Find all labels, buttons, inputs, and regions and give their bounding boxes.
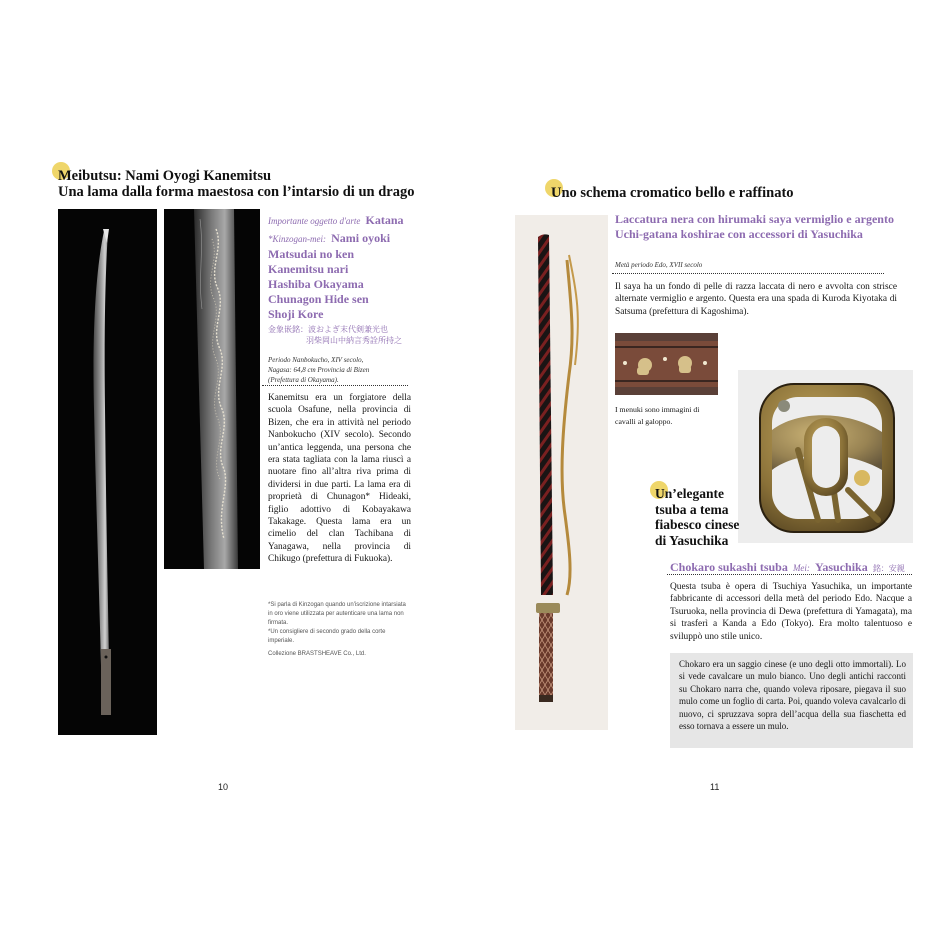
tsuba-body-text: Questa tsuba è opera di Tsuchiya Yasuchika, un importante fabbricante di accessori della metà del periodo Edo. Nacque a Tsuruoka, nella provincia di Dewa (prefettura di Yamagata), ma si trasferì a Kanda a Edo (Tokyo). Era molto talentuoso e sviluppò uno stile unico.: [670, 582, 912, 642]
tsuba-caption-name: Yasuchika: [815, 560, 868, 574]
caption-name-rest: Matsudai no ken Kanemitsu nari Hashiba Okayama Chunagon Hide sen Shoji Kore: [268, 247, 369, 321]
caption-kinzogan: *Kinzogan-mei:: [268, 234, 326, 244]
credit-text: Collezione BRASTSHEAVE Co., Ltd.: [268, 651, 366, 657]
meta-period: Periodo Nanbokucho, XIV secolo,: [268, 356, 364, 364]
caption-prefix: Importante oggetto d'arte: [268, 216, 361, 226]
katana-caption: [268, 211, 418, 385]
koshirae-caption-meta: Metà periodo Edo, XVII secolo: [615, 261, 703, 269]
footnote-kinzogan: *Si parla di Kinzogan quando un'iscrizione intarsiata in oro viene utilizzata per autenticare una lama non firmata.: [268, 602, 406, 626]
koshirae-caption-title: Laccatura nera con hirumaki saya vermiglio e argento Uchi-gatana koshirae con accessori di Yasuchika: [615, 212, 894, 241]
page-number-right: 11: [710, 782, 720, 792]
blade-closeup-photo: [164, 209, 260, 569]
katana-full-photo: [58, 209, 157, 735]
koshirae-photo: [515, 215, 608, 730]
left-title-line2: Una lama dalla forma maestosa con l’intarsio di un drago: [58, 184, 415, 200]
right-title: Uno schema cromatico bello e raffinato: [551, 185, 794, 201]
tsuba-heading: Un’elegante tsuba a tema fiabesco cinese di Yasuchika: [655, 486, 740, 548]
caption-japanese-1: 金象嵌銘：波およぎ末代剣兼光也: [268, 325, 388, 334]
tsuba-image: [738, 370, 913, 543]
tsuba-caption-main: Chokaro sukashi tsuba: [670, 560, 788, 574]
meta-nagasa: Nagasa: 64,8 cm Provincia di Bizen: [268, 366, 370, 374]
menuki-image: [615, 333, 718, 395]
meta-prefecture: (Prefettura di Okayama).: [268, 376, 339, 384]
caption-katana: Katana: [365, 213, 404, 227]
chokaro-info-box: [670, 653, 913, 748]
tsuba-caption: [670, 556, 915, 575]
caption-name-first: Nami oyoki: [331, 231, 391, 245]
chokaro-box-text: Chokaro era un saggio cinese (e uno degli otto immortali). Lo si vede cavalcare un mulo bianco. Uno degli antichi racconti su Chokaro narra che, quando voleva riposare, piegava il suo mulo come un foglio di carta. Poi, quando voleva cavalcarlo di nuovo, ci spruzzava sopra dell’acqua della sua fiaschetta ed esso tornava a essere un mulo.: [679, 659, 906, 732]
divider-right-top: [612, 273, 884, 274]
left-footnotes: [268, 601, 408, 659]
left-body-text: Kanemitsu era un forgiatore della scuola Osafune, nella provincia di Bizen, che era in attività nel periodo Nanbokucho (XIV secolo). Secondo un’antica leggenda, una persona che era stata tagliata con la lama riuscì a nuotare fino all’altra riva prima di dividersi in due parti. La lama era di proprietà di Chunagon* Hideaki, figlio adottivo di Kobayakawa Takakage. Questa lama era un cimelio del clan Tachibana di Yanagawa, nella provincia di Chikugo (prefettura di Fukuoka).: [268, 393, 411, 565]
page-number-left: 10: [218, 782, 229, 792]
menuki-photo: [615, 333, 718, 395]
divider-left: [262, 385, 408, 386]
koshirae-intro: Il saya ha un fondo di pelle di razza laccata di nero e avvolta con strisce alternate vermiglio e argento. Questa era una spada di Kuroda Kiyotaka di Satsuma (prefettura di Kagoshima).: [615, 282, 897, 317]
koshirae-image: [515, 215, 608, 730]
dragon-inlay-image: [164, 209, 260, 569]
tsuba-photo: [738, 370, 913, 543]
left-title-line1: Meibutsu: Nami Oyogi Kanemitsu: [58, 168, 272, 184]
caption-japanese-2: 羽柴岡山中納言秀詮所持之: [306, 336, 402, 345]
tsuba-caption-jp: 銘：安親: [872, 564, 905, 573]
tsuba-caption-mei: Mei:: [792, 563, 810, 573]
katana-blade-image: [58, 209, 157, 735]
menuki-caption: I menuki sono immagini di cavalli al galoppo.: [615, 405, 700, 426]
divider-right-tsuba: [667, 574, 912, 575]
footnote-chunagon: *Un consigliere di secondo grado della corte imperiale.: [268, 629, 386, 644]
